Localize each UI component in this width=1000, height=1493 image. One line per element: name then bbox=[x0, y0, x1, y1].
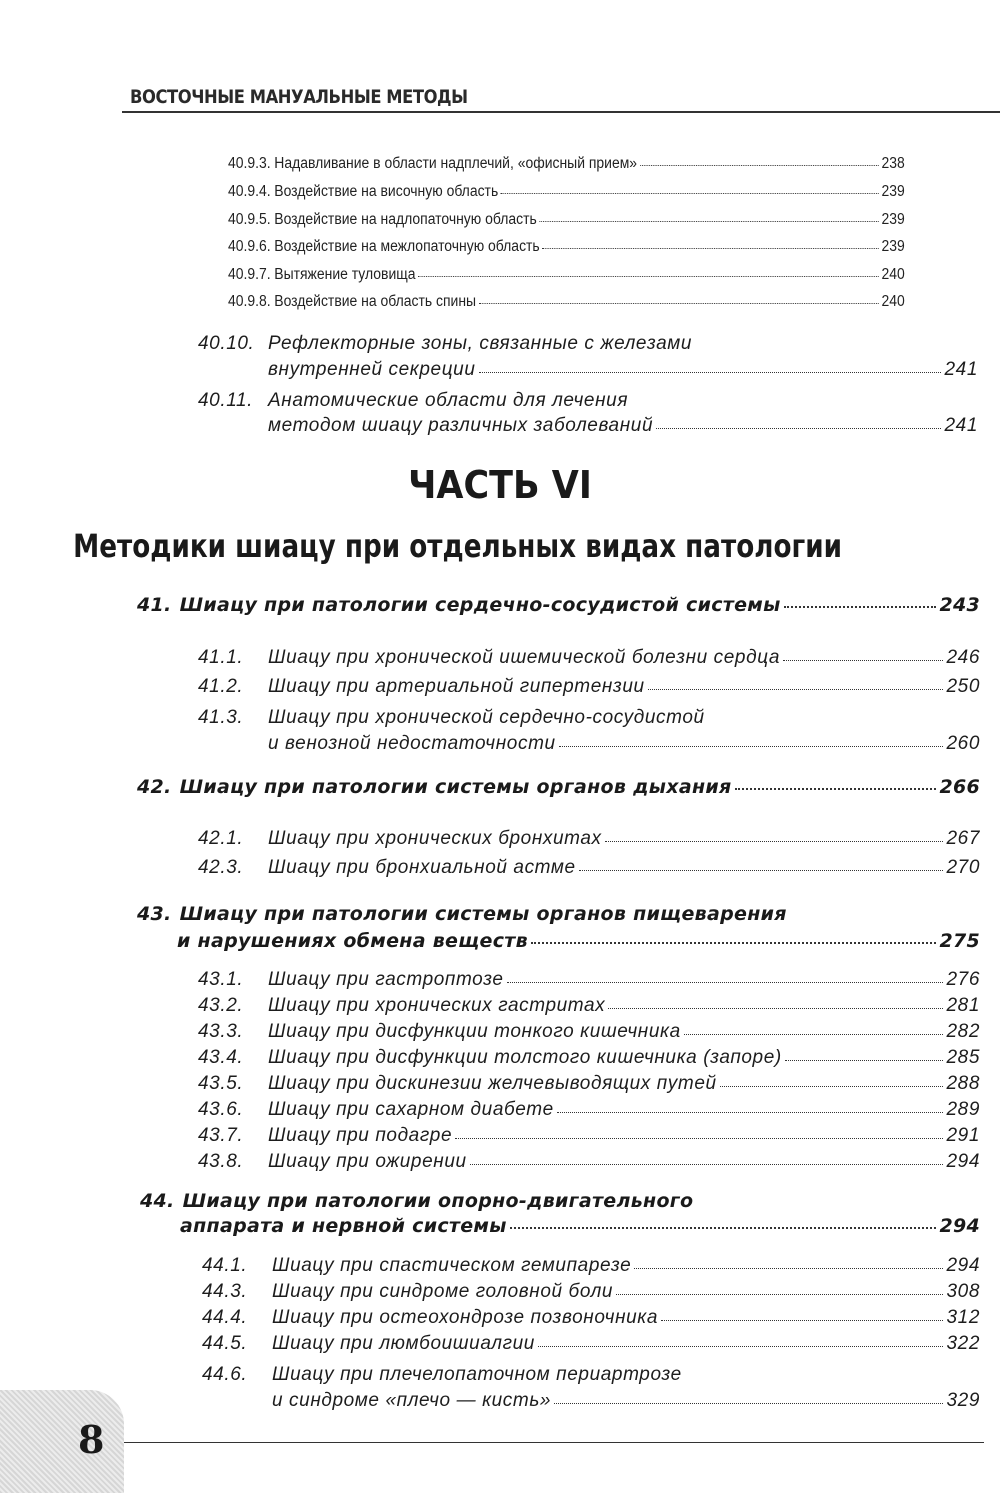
toc-entry: внутренней секреции 241 bbox=[268, 359, 978, 380]
toc-entry-first-line: 41.3. Шиацу при хронической сердечно-сосудистой bbox=[198, 707, 705, 728]
toc-entry: и венозной недостаточности 260 bbox=[268, 733, 980, 754]
toc-entry: 43.4. Шиацу при дисфункции толстого кишечника (запоре) 285 bbox=[198, 1047, 980, 1068]
toc-entry: 44.1. Шиацу при спастическом гемипарезе 294 bbox=[202, 1255, 980, 1276]
chapter-entry: 42. Шиацу при патологии системы органов дыхания 266 bbox=[137, 776, 980, 798]
toc-entry: 43.8. Шиацу при ожирении 294 bbox=[198, 1151, 980, 1172]
part-subtitle: Методики шиацу при отдельных видах патологии bbox=[73, 527, 842, 565]
toc-entry: 43.3. Шиацу при дисфункции тонкого кишечника 282 bbox=[198, 1021, 980, 1042]
chapter-entry: аппарата и нервной системы 294 bbox=[180, 1215, 980, 1237]
toc-entry: 41.1. Шиацу при хронической ишемической болезни сердца 246 bbox=[198, 647, 980, 668]
toc-entry: 43.1. Шиацу при гастроптозе 276 bbox=[198, 969, 980, 990]
toc-entry: методом шиацу различных заболеваний 241 bbox=[268, 415, 978, 436]
part-title: ЧАСТЬ VI bbox=[408, 463, 592, 507]
toc-entry: 40.9.5. Воздействие на надлопаточную область 239 bbox=[228, 211, 905, 228]
toc-entry: 42.3. Шиацу при бронхиальной астме 270 bbox=[198, 857, 980, 878]
toc-entry: 40.9.6. Воздействие на межлопаточную область 239 bbox=[228, 238, 905, 255]
toc-entry: 40.9.3. Надавливание в области надплечий, «офисный прием» 238 bbox=[228, 155, 905, 172]
toc-entry: 44.5. Шиацу при люмбоишиалгии 322 bbox=[202, 1333, 980, 1354]
toc-entry-first-line: 44.6. Шиацу при плечелопаточном периартрозе bbox=[202, 1364, 682, 1385]
page-number: 8 bbox=[78, 1417, 105, 1462]
toc-entry: 43.7. Шиацу при подагре 291 bbox=[198, 1125, 980, 1146]
toc-entry: и синдроме «плечо — кисть» 329 bbox=[272, 1390, 980, 1411]
page-number-tab bbox=[0, 1390, 124, 1493]
toc-entry: 43.2. Шиацу при хронических гастритах 281 bbox=[198, 995, 980, 1016]
toc-entry: 40.9.8. Воздействие на область спины 240 bbox=[228, 293, 905, 310]
toc-entry: 40.9.7. Вытяжение туловища 240 bbox=[228, 266, 905, 283]
toc-entry: 43.6. Шиацу при сахарном диабете 289 bbox=[198, 1099, 980, 1120]
chapter-entry-first-line: 44. Шиацу при патологии опорно-двигательного bbox=[140, 1190, 694, 1212]
toc-entry: 40.9.4. Воздействие на височную область 239 bbox=[228, 183, 905, 200]
running-header: ВОСТОЧНЫЕ МАНУАЛЬНЫЕ МЕТОДЫ bbox=[130, 86, 468, 108]
footer-rule bbox=[124, 1442, 984, 1443]
toc-entry-first-line: 40.11. Анатомические области для лечения bbox=[198, 390, 629, 411]
toc-entry: 42.1. Шиацу при хронических бронхитах 267 bbox=[198, 828, 980, 849]
toc-entry: 41.2. Шиацу при артериальной гипертензии 250 bbox=[198, 676, 980, 697]
toc-entry: 44.3. Шиацу при синдроме головной боли 308 bbox=[202, 1281, 980, 1302]
toc-entry: 43.5. Шиацу при дискинезии желчевыводящих путей 288 bbox=[198, 1073, 980, 1094]
chapter-entry: 41. Шиацу при патологии сердечно-сосудистой системы 243 bbox=[137, 594, 980, 616]
chapter-entry: и нарушениях обмена веществ 275 bbox=[177, 930, 980, 952]
toc-entry: 44.4. Шиацу при остеохондрозе позвоночника 312 bbox=[202, 1307, 980, 1328]
chapter-entry-first-line: 43. Шиацу при патологии системы органов пищеварения bbox=[137, 903, 787, 925]
header-rule bbox=[122, 111, 1000, 113]
toc-entry-first-line: 40.10. Рефлекторные зоны, связанные с железами bbox=[198, 333, 693, 354]
